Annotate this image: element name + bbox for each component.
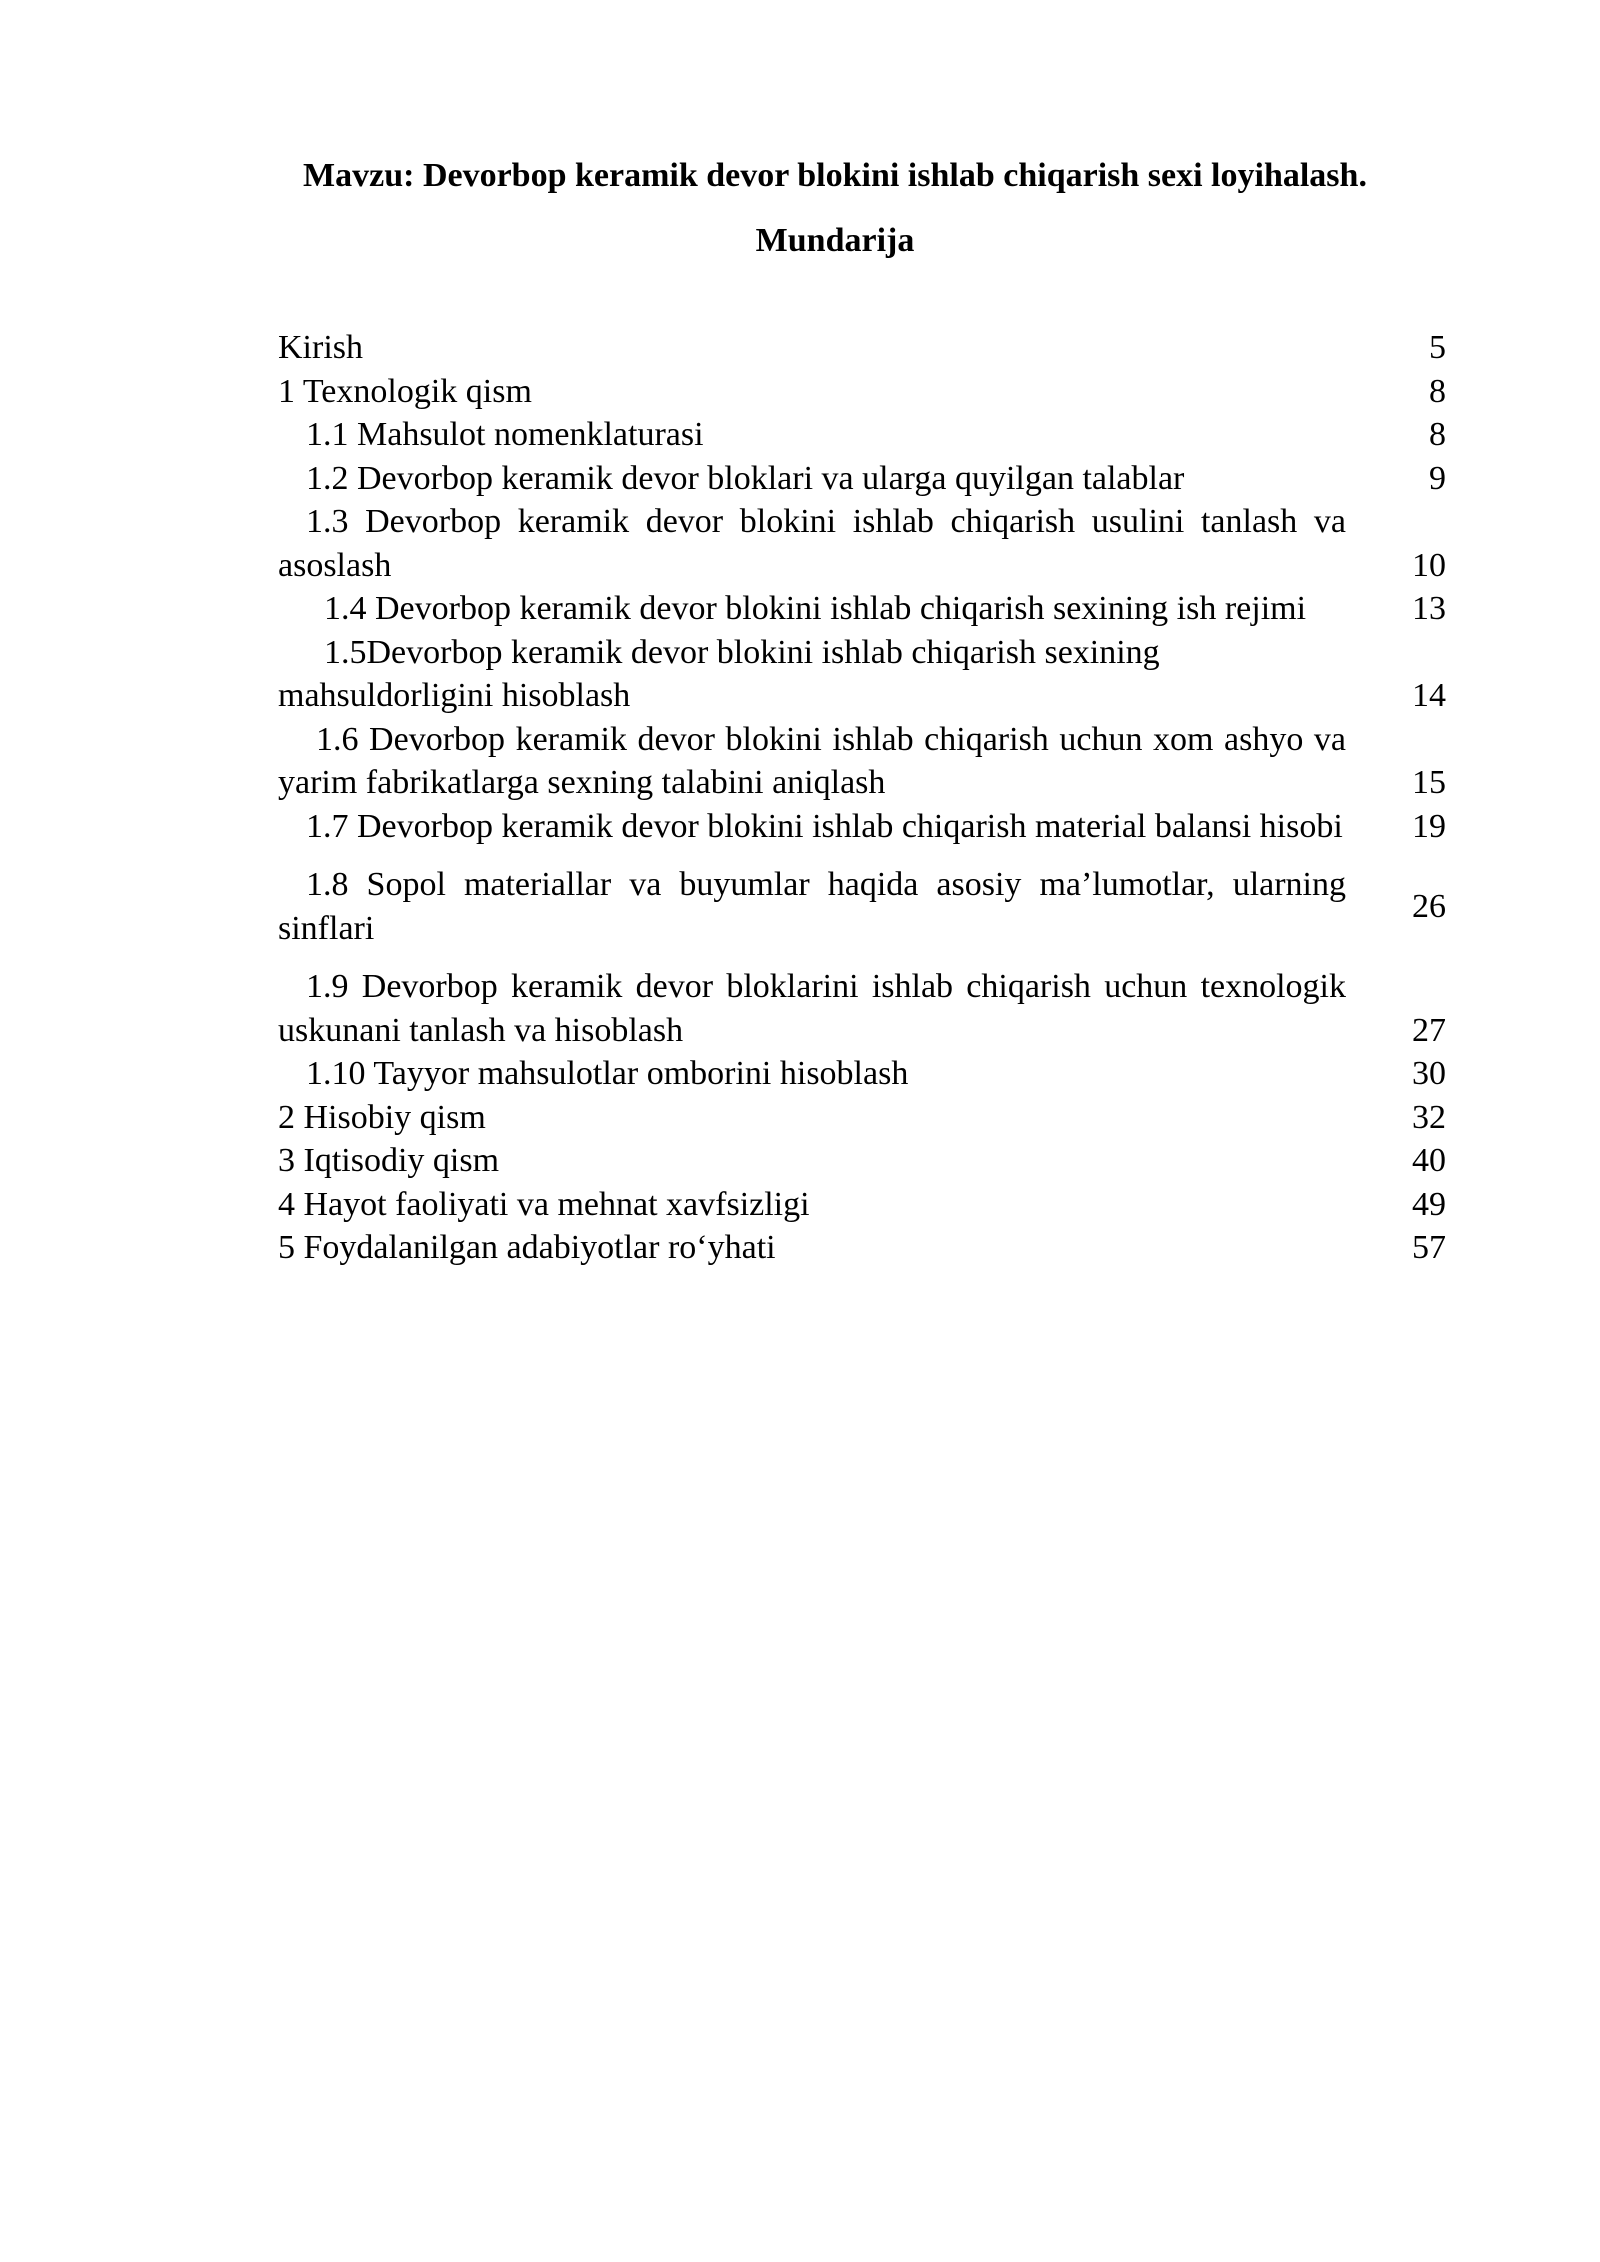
toc-entry-text: 1.3 Devorbop keramik devor blokini ishlab chiqarish usulini tanlash va asoslash	[278, 503, 1346, 584]
toc-entry-page: 32	[1412, 1098, 1446, 1136]
toc-entry-text: 1.5Devorbop keramik devor blokini ishlab chiqarish sexining mahsuldorligini hisoblash	[278, 633, 1160, 714]
toc-entry-page: 13	[1412, 590, 1446, 627]
toc-entry-text: 1 Texnologik qism	[278, 372, 532, 410]
toc-entry	[278, 965, 1450, 1052]
toc-entry-text: 1.10 Tayyor mahsulotlar omborini hisoblash	[306, 1055, 909, 1092]
toc-entry	[278, 1096, 1450, 1140]
toc-entry-page: 14	[1412, 677, 1446, 714]
toc-entry-text: 4 Hayot faoliyati va mehnat xavfsizligi	[278, 1185, 810, 1223]
toc-entry-text: 1.4 Devorbop keramik devor blokini ishlab chiqarish sexining ish rejimi	[324, 590, 1307, 627]
toc-entry	[278, 1052, 1450, 1096]
toc-entry-text: 3 Iqtisodiy qism	[278, 1142, 500, 1179]
toc-heading: Mundarija	[755, 222, 915, 259]
toc-entry-text: 2 Hisobiy qism	[278, 1098, 486, 1136]
toc-entry-page: 10	[1412, 546, 1446, 584]
toc-entry	[278, 1226, 1450, 1270]
table-of-contents	[278, 326, 1450, 1270]
toc-entry-page: 30	[1412, 1055, 1446, 1092]
toc-entry-text: 1.2 Devorbop keramik devor bloklari va ularga quyilgan talablar	[306, 459, 1185, 497]
toc-entry	[278, 1139, 1450, 1183]
toc-entry	[278, 863, 1450, 950]
toc-entry	[278, 370, 1450, 414]
toc-entry-text: 1.6 Devorbop keramik devor blokini ishlab chiqarish uchun xom ashyo va yarim fabrikatlarga sexning talabini aniqlash	[278, 720, 1346, 801]
toc-entry	[278, 631, 1450, 718]
toc-entry	[278, 500, 1450, 587]
toc-entry	[278, 1183, 1450, 1227]
toc-entry-text: 1.8 Sopol materiallar va buyumlar haqida asosiy ma’lumotlar, ularning sinflari	[278, 866, 1346, 947]
toc-entry	[278, 457, 1450, 501]
toc-entry-page: 40	[1412, 1142, 1446, 1179]
toc-entry-text: 1.7 Devorbop keramik devor blokini ishlab chiqarish material balansi hisobi	[306, 807, 1343, 845]
toc-entry-page: 8	[1429, 416, 1446, 453]
toc-entry-text: Kirish	[278, 329, 363, 366]
toc-entry-page: 15	[1412, 764, 1446, 801]
toc-entry-page: 49	[1412, 1185, 1446, 1223]
toc-entry	[278, 413, 1450, 457]
toc-entry	[278, 326, 1450, 370]
toc-entry-text: 1.1 Mahsulot nomenklaturasi	[306, 416, 704, 453]
document-topic: Mavzu: Devorbop keramik devor blokini ishlab chiqarish sexi loyihalash.	[303, 157, 1367, 194]
toc-entry	[278, 587, 1450, 631]
toc-entry-page: 5	[1429, 329, 1446, 366]
toc-entry-page: 26	[1412, 887, 1446, 925]
toc-entry-text: 5 Foydalanilgan adabiyotlar ro‘yhati	[278, 1229, 776, 1266]
toc-entry-text: 1.9 Devorbop keramik devor bloklarini ishlab chiqarish uchun texnologik uskunani tanlash va hisoblash	[278, 968, 1346, 1049]
toc-entry	[278, 718, 1450, 805]
toc-entry	[278, 805, 1450, 849]
toc-entry-page: 19	[1412, 807, 1446, 845]
toc-entry-page: 27	[1412, 1011, 1446, 1049]
toc-entry-page: 9	[1429, 459, 1446, 497]
toc-entry-page: 57	[1412, 1229, 1446, 1266]
toc-entry-page: 8	[1429, 372, 1446, 410]
